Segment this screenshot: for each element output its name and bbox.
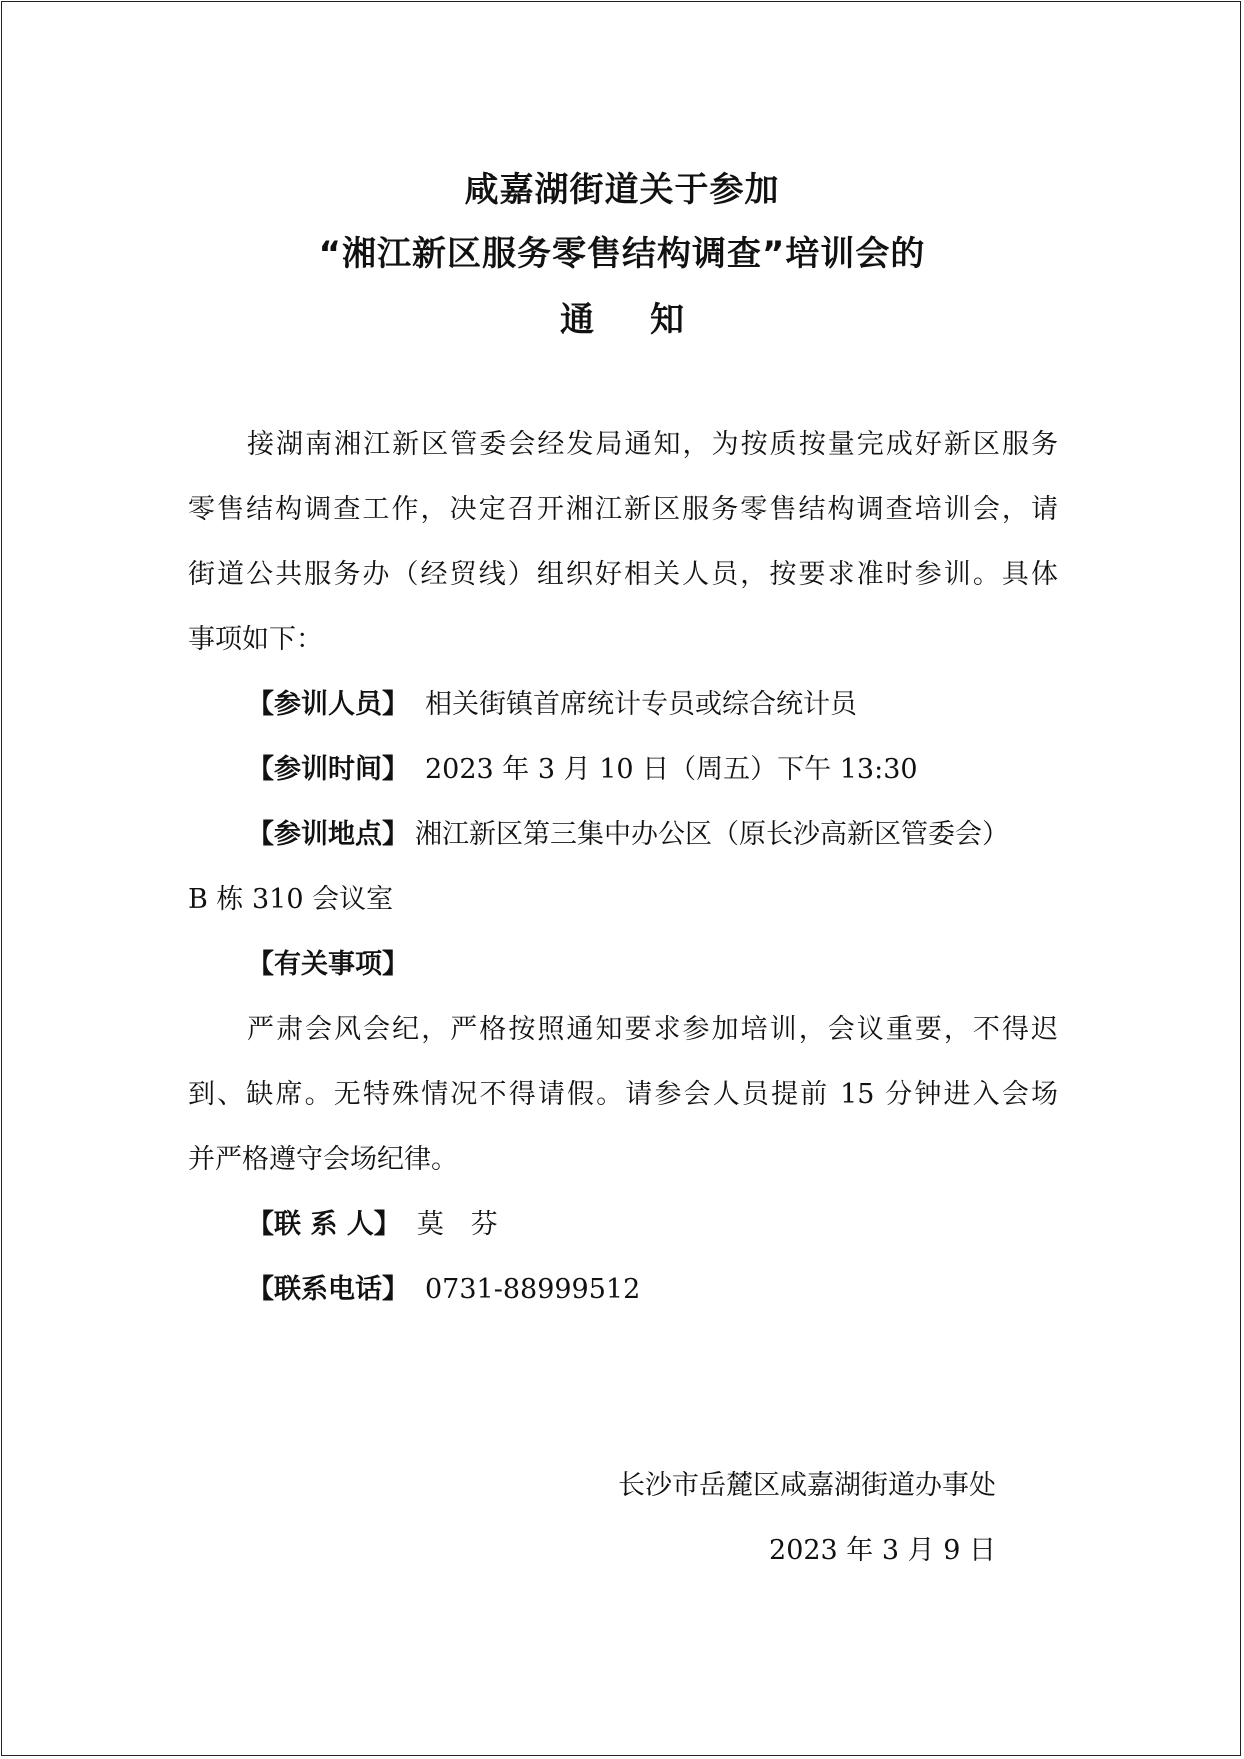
time-label: 【参训时间】 — [247, 754, 409, 785]
intro-paragraph-line-2: 零售结构调查工作，决定召开湘江新区服务零售结构调查培训会，请 — [188, 494, 1058, 525]
contact-value: 莫 芬 — [416, 1209, 498, 1240]
title-line-2: “湘江新区服务零售结构调查”培训会的 — [318, 234, 926, 274]
matters-heading — [247, 947, 1058, 983]
location-row — [247, 817, 1058, 853]
location-value-continued: B 栋 310 会议室 — [188, 884, 394, 915]
phone-value: 0731-88999512 — [425, 1274, 641, 1305]
contact-row — [247, 1207, 1058, 1243]
matters-line-2: 到、缺席。无特殊情况不得请假。请参会人员提前 15 分钟进入会场 — [188, 1079, 1058, 1110]
intro-paragraph-line-4: 事项如下： — [188, 624, 323, 655]
intro-paragraph-line-3: 街道公共服务办（经贸线）组织好相关人员，按要求准时参训。具体 — [188, 559, 1058, 590]
phone-row — [247, 1272, 1058, 1308]
title-char-zhi: 知 — [650, 300, 684, 340]
time-row — [247, 752, 1058, 788]
phone-label: 【联系电话】 — [247, 1274, 409, 1305]
location-label: 【参训地点】 — [247, 819, 409, 850]
matters-line-1: 严肃会风会纪，严格按照通知要求参加培训，会议重要，不得迟 — [247, 1014, 1058, 1045]
title-line-1: 咸嘉湖街道关于参加 — [464, 170, 780, 210]
intro-paragraph-line-1: 接湖南湘江新区管委会经发局通知，为按质按量完成好新区服务 — [247, 429, 1058, 460]
participants-label: 【参训人员】 — [247, 689, 409, 720]
time-value: 2023 年 3 月 10 日（周五）下午 13:30 — [425, 754, 918, 785]
matters-line-3: 并严格遵守会场纪律。 — [188, 1144, 458, 1175]
title-char-tong: 通 — [560, 300, 594, 340]
signature-date: 2023 年 3 月 9 日 — [769, 1535, 996, 1566]
location-value: 湘江新区第三集中办公区（原长沙高新区管委会） — [415, 819, 1009, 850]
title-line-3 — [0, 292, 1244, 341]
matters-label: 【有关事项】 — [247, 949, 409, 980]
participants-row — [247, 687, 1058, 723]
signature-organization: 长沙市岳麓区咸嘉湖街道办事处 — [618, 1470, 996, 1501]
contact-label: 【联 系 人】 — [247, 1209, 401, 1240]
participants-value: 相关街镇首席统计专员或综合统计员 — [425, 689, 857, 720]
